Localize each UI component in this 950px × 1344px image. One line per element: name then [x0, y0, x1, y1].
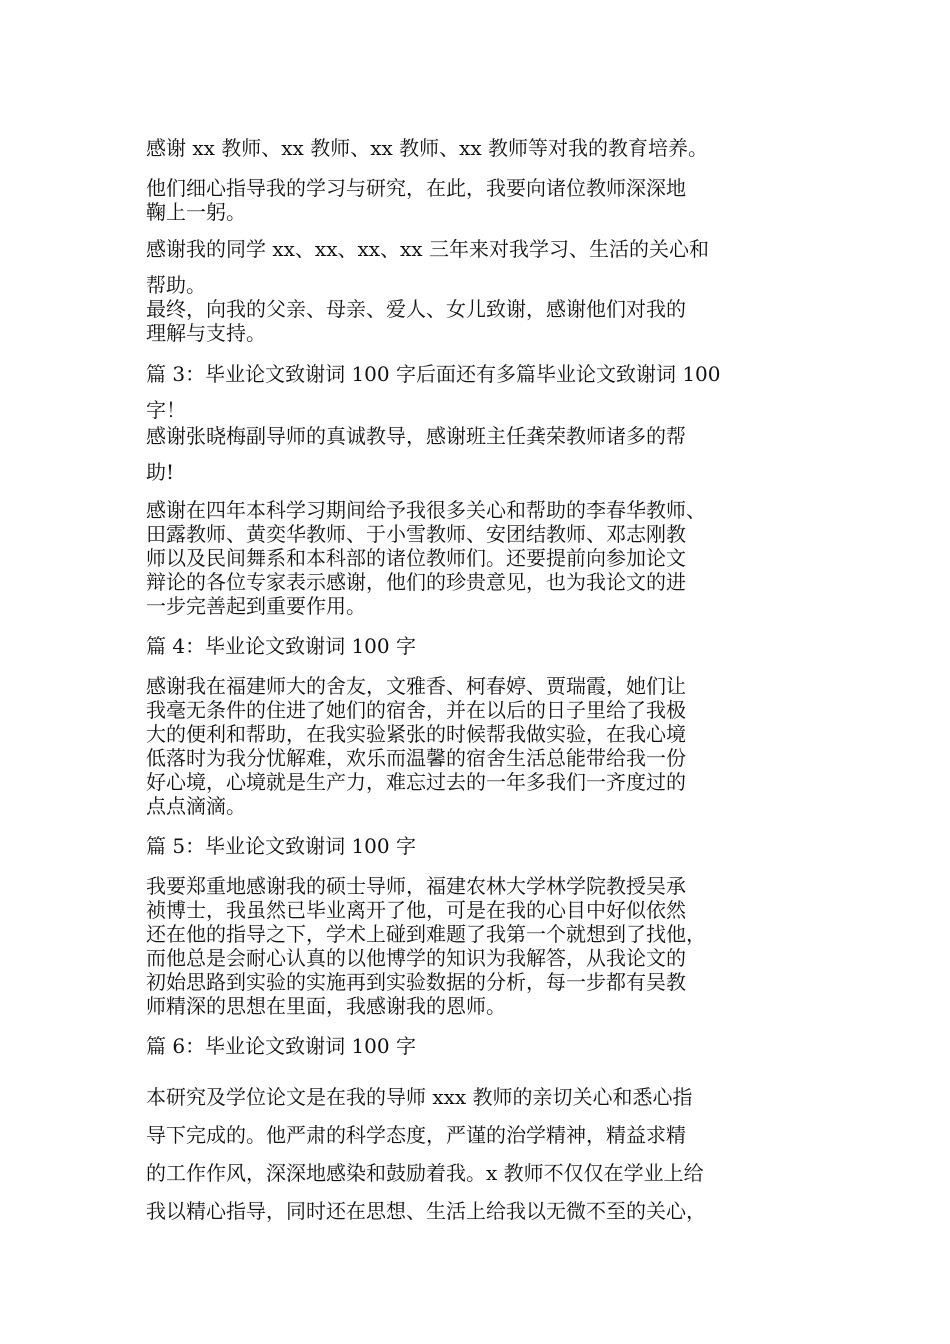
- paragraph-undergrad-teachers: [146, 498, 810, 618]
- heading-part-4: [146, 634, 810, 658]
- paragraph-family: [146, 297, 810, 345]
- text-line: 鞠上一躬。: [146, 200, 246, 224]
- heading-part-5: [146, 834, 810, 858]
- text-line: 田露教师、黄奕华教师、于小雪教师、安团结教师、邓志刚教: [146, 522, 686, 546]
- heading-part-6: [146, 1034, 810, 1058]
- text-line: 点点滴滴。: [146, 794, 246, 818]
- text-line: 祯博士，我虽然已毕业离开了他，可是在我的心目中好似依然: [146, 898, 686, 922]
- text-line: 字！: [146, 398, 186, 422]
- text-line: 一步完善起到重要作用。: [146, 594, 366, 618]
- paragraph-thesis-advisor: [146, 1078, 810, 1230]
- paragraph-bow: [146, 176, 810, 224]
- text-line: 我毫无条件的住进了她们的宿舍，并在以后的日子里给了我极: [146, 698, 686, 722]
- text-line: 最终，向我的父亲、母亲、爱人、女儿致谢，感谢他们对我的: [146, 297, 686, 321]
- text-line: 我要郑重地感谢我的硕士导师，福建农林大学林学院教授吴承: [146, 874, 686, 898]
- text-line: 感谢我的同学 xx、xx、xx、xx 三年来对我学习、生活的关心和: [146, 237, 709, 261]
- text-line: 大的便利和帮助，在我实验紧张的时候帮我做实验，在我心境: [146, 722, 686, 746]
- text-line: 低落时为我分忧解难，欢乐而温馨的宿舍生活总能带给我一份: [146, 746, 686, 770]
- text-line: 篇 3：毕业论文致谢词 100 字后面还有多篇毕业论文致谢词 100: [146, 362, 721, 386]
- text-line: 还在他的指导之下，学术上碰到难题了我第一个就想到了找他，: [146, 922, 706, 946]
- text-line: 师以及民间舞系和本科部的诸位教师们。还要提前向参加论文: [146, 546, 686, 570]
- paragraph-advisor: [146, 418, 810, 490]
- text-line: 感谢张晓梅副导师的真诚教导，感谢班主任龚荣教师诸多的帮: [146, 424, 686, 448]
- text-line: 而他总是会耐心认真的以他博学的知识为我解答，从我论文的: [146, 946, 686, 970]
- text-line: 篇 4：毕业论文致谢词 100 字: [146, 634, 416, 658]
- text-line: 理解与支持。: [146, 321, 266, 345]
- paragraph-master-advisor: [146, 874, 810, 1018]
- paragraph-classmates: [146, 231, 810, 303]
- text-line: 的工作作风，深深地感染和鼓励着我。x 教师不仅仅在学业上给: [146, 1161, 704, 1185]
- text-line: 帮助。: [146, 273, 206, 297]
- text-line: 师精深的思想在里面，我感谢我的恩师。: [146, 994, 506, 1018]
- text-line: 辩论的各位专家表示感谢，他们的珍贵意见，也为我论文的进: [146, 570, 686, 594]
- text-line: 篇 5：毕业论文致谢词 100 字: [146, 834, 416, 858]
- text-line: 感谢我在福建师大的舍友，文雅香、柯春婷、贾瑞霞，她们让: [146, 674, 686, 698]
- text-line: 篇 6：毕业论文致谢词 100 字: [146, 1034, 416, 1058]
- paragraph-thanks-teachers: [146, 136, 810, 160]
- text-line: 好心境，心境就是生产力，难忘过去的一年多我们一齐度过的: [146, 770, 686, 794]
- paragraph-roommates: [146, 674, 810, 818]
- text-line: 助!: [146, 460, 175, 484]
- text-line: 他们细心指导我的学习与研究，在此，我要向诸位教师深深地: [146, 176, 686, 200]
- text-line: 我以精心指导，同时还在思想、生活上给我以无微不至的关心，: [146, 1199, 706, 1223]
- text-line: 感谢 xx 教师、xx 教师、xx 教师、xx 教师等对我的教育培养。: [146, 136, 709, 160]
- text-line: 感谢在四年本科学习期间给予我很多关心和帮助的李春华教师、: [146, 498, 706, 522]
- text-line: 初始思路到实验的实施再到实验数据的分析，每一步都有吴教: [146, 970, 686, 994]
- text-line: 导下完成的。他严肃的科学态度，严谨的治学精神，精益求精: [146, 1123, 686, 1147]
- text-line: 本研究及学位论文是在我的导师 xxx 教师的亲切关心和悉心指: [146, 1085, 693, 1109]
